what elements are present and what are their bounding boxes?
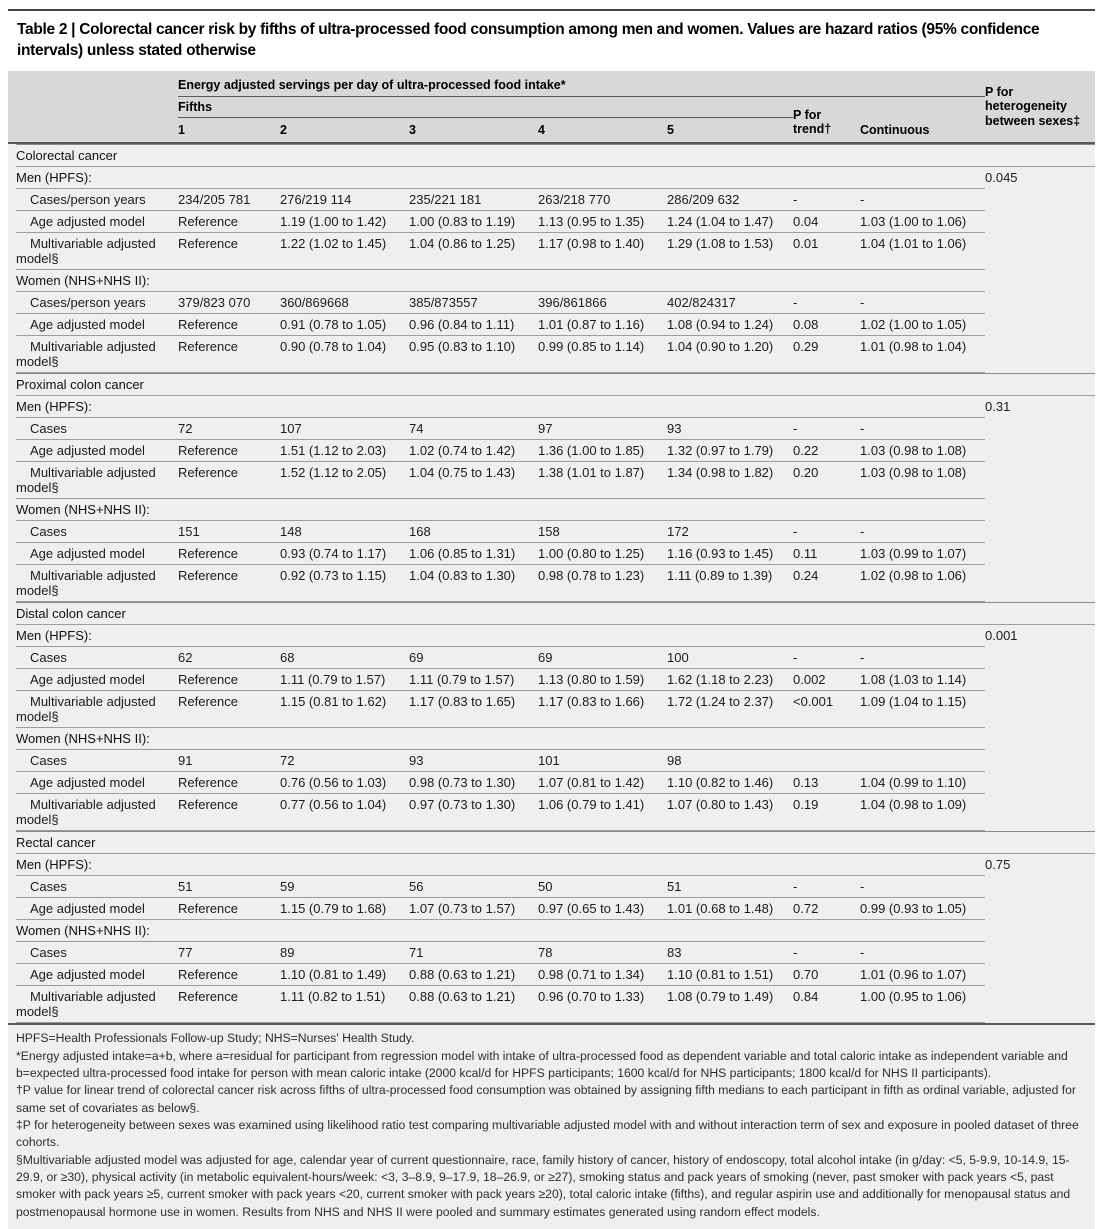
cell-fifth-2: 1.11 (0.79 to 1.57) — [280, 669, 409, 691]
cell-fifth-2: 0.76 (0.56 to 1.03) — [280, 772, 409, 794]
cell-continuous: 1.02 (1.00 to 1.05) — [860, 314, 985, 336]
cell-fifth-3: 56 — [409, 876, 538, 898]
cell-fifth-4: 158 — [538, 521, 667, 543]
cell-fifth-2: 1.11 (0.82 to 1.51) — [280, 986, 409, 1023]
cell-p-trend: 0.002 — [793, 669, 860, 691]
group-label: Women (NHS+NHS II): — [16, 920, 985, 942]
cell-fifth-3: 71 — [409, 942, 538, 964]
table-row — [16, 233, 1095, 270]
cell-p-trend: - — [793, 189, 860, 211]
group-label: Men (HPFS): — [16, 167, 985, 189]
cell-fifth-1: Reference — [178, 462, 280, 499]
cell-fifth-5: 286/209 632 — [667, 189, 793, 211]
row-label: Age adjusted model — [16, 964, 178, 986]
cell-p-heterogeneity — [985, 314, 1095, 336]
cell-p-heterogeneity — [985, 647, 1095, 669]
cell-fifth-4: 0.97 (0.65 to 1.43) — [538, 898, 667, 920]
table-row — [16, 794, 1095, 831]
cell-fifth-1: 151 — [178, 521, 280, 543]
table-row — [16, 565, 1095, 602]
cell-fifth-2: 1.51 (1.12 to 2.03) — [280, 440, 409, 462]
cell-fifth-3: 1.17 (0.83 to 1.65) — [409, 691, 538, 728]
cell-p-trend: 0.20 — [793, 462, 860, 499]
cell-continuous: 1.02 (0.98 to 1.06) — [860, 565, 985, 602]
cell-p-trend: 0.19 — [793, 794, 860, 831]
cell-continuous: 1.09 (1.04 to 1.15) — [860, 691, 985, 728]
row-label: Cases — [16, 942, 178, 964]
cell-continuous: - — [860, 189, 985, 211]
cell-p-trend: - — [793, 292, 860, 314]
table-row — [16, 189, 1095, 211]
table-row — [16, 772, 1095, 794]
row-label: Cases — [16, 876, 178, 898]
cell-p-trend: 0.70 — [793, 964, 860, 986]
table-row — [16, 211, 1095, 233]
cell-fifth-2: 1.19 (1.00 to 1.42) — [280, 211, 409, 233]
row-label: Multivariable adjusted model§ — [16, 986, 178, 1023]
table-row — [16, 986, 1095, 1023]
cell-fifth-2: 148 — [280, 521, 409, 543]
cell-fifth-1: 379/823 070 — [178, 292, 280, 314]
cell-fifth-3: 74 — [409, 418, 538, 440]
cell-continuous: 1.04 (1.01 to 1.06) — [860, 233, 985, 270]
cell-fifth-3: 0.97 (0.73 to 1.30) — [409, 794, 538, 831]
cell-continuous: - — [860, 418, 985, 440]
cell-p-heterogeneity — [985, 292, 1095, 314]
cell-p-heterogeneity: 0.001 — [985, 628, 1018, 644]
cell-fifth-3: 1.00 (0.83 to 1.19) — [409, 211, 538, 233]
cell-fifth-1: 77 — [178, 942, 280, 964]
cell-fifth-1: Reference — [178, 898, 280, 920]
table-row — [16, 942, 1095, 964]
cell-fifth-2: 107 — [280, 418, 409, 440]
footnote-multivariable-model: §Multivariable adjusted model was adjusted for age, calendar year of current questionnaire, race, family history of cancer, history of endoscopy, total alcohol intake (in g/day: <5, 5-9.9, 10-14.9, 15-29.9, or ≥30), physical activity (in metabolic equivalent-hours/week: <3, 3–8.9, 9–17.9, 18–26.9, or ≥27), smoking status and pack years of smoking (never, past smoker with pack years <5, past smoker with pack years ≥5, current smoker with pack years <20, current smoker with pack years ≥20), total caloric intake (fifths), and regular aspirin use and additionally for menopausal status and postmenopausal hormone use in women. Results from NHS and NHS II were pooled and summary estimates generated using random effect models. — [16, 1152, 1071, 1219]
cell-fifth-5: 1.29 (1.08 to 1.53) — [667, 233, 793, 270]
cell-p-heterogeneity — [985, 440, 1095, 462]
cell-p-trend: 0.11 — [793, 543, 860, 565]
row-label: Cases — [16, 750, 178, 772]
section-header: Colorectal cancer — [16, 145, 1095, 167]
group-label: Men (HPFS): — [16, 625, 985, 647]
section-header: Proximal colon cancer — [16, 374, 1095, 396]
cell-p-trend: 0.29 — [793, 336, 860, 373]
cell-p-heterogeneity — [985, 669, 1095, 691]
cell-fifth-4: 0.96 (0.70 to 1.33) — [538, 986, 667, 1023]
cell-p-trend: 0.01 — [793, 233, 860, 270]
cell-fifth-5: 93 — [667, 418, 793, 440]
cell-fifth-5: 1.24 (1.04 to 1.47) — [667, 211, 793, 233]
cell-fifth-5: 98 — [667, 750, 793, 772]
table-row — [16, 543, 1095, 565]
cell-fifth-5: 1.11 (0.89 to 1.39) — [667, 565, 793, 602]
cell-fifth-1: Reference — [178, 440, 280, 462]
table-row — [16, 898, 1095, 920]
cell-continuous: 1.03 (0.98 to 1.08) — [860, 462, 985, 499]
cell-continuous: 1.03 (1.00 to 1.06) — [860, 211, 985, 233]
cell-p-heterogeneity — [985, 876, 1095, 898]
cell-fifth-2: 72 — [280, 750, 409, 772]
cell-p-heterogeneity — [985, 211, 1095, 233]
cell-fifth-3: 93 — [409, 750, 538, 772]
cell-fifth-4: 69 — [538, 647, 667, 669]
row-label: Age adjusted model — [16, 898, 178, 920]
cell-fifth-2: 68 — [280, 647, 409, 669]
cell-fifth-3: 1.06 (0.85 to 1.31) — [409, 543, 538, 565]
cell-fifth-4: 263/218 770 — [538, 189, 667, 211]
cell-p-heterogeneity — [985, 336, 1095, 373]
cell-fifth-4: 1.17 (0.98 to 1.40) — [538, 233, 667, 270]
cell-p-heterogeneity — [985, 964, 1095, 986]
cell-fifth-4: 1.01 (0.87 to 1.16) — [538, 314, 667, 336]
cell-fifth-4: 78 — [538, 942, 667, 964]
cell-fifth-3: 1.04 (0.83 to 1.30) — [409, 565, 538, 602]
cell-fifth-3: 1.11 (0.79 to 1.57) — [409, 669, 538, 691]
cell-p-heterogeneity: 0.75 — [985, 857, 1011, 873]
cell-fifth-1: 91 — [178, 750, 280, 772]
cell-fifth-3: 0.95 (0.83 to 1.10) — [409, 336, 538, 373]
table-row — [16, 521, 1095, 543]
table-row — [16, 336, 1095, 373]
cell-fifth-1: Reference — [178, 211, 280, 233]
row-label: Age adjusted model — [16, 211, 178, 233]
table-row — [16, 499, 1095, 521]
table-row — [16, 964, 1095, 986]
cell-fifth-4: 0.98 (0.71 to 1.34) — [538, 964, 667, 986]
row-label: Cases/person years — [16, 292, 178, 314]
cell-p-heterogeneity — [985, 270, 1095, 292]
cell-fifth-5: 1.62 (1.18 to 2.23) — [667, 669, 793, 691]
cell-fifth-4: 1.07 (0.81 to 1.42) — [538, 772, 667, 794]
cell-continuous: - — [860, 292, 985, 314]
group-label: Men (HPFS): — [16, 396, 985, 418]
row-label: Multivariable adjusted model§ — [16, 691, 178, 728]
cell-fifth-4: 1.38 (1.01 to 1.87) — [538, 462, 667, 499]
table-row — [16, 647, 1095, 669]
table-row — [16, 831, 1095, 854]
cell-fifth-2: 0.77 (0.56 to 1.04) — [280, 794, 409, 831]
cell-p-trend: 0.22 — [793, 440, 860, 462]
cell-fifth-5: 1.08 (0.94 to 1.24) — [667, 314, 793, 336]
footnote-p-trend: †P value for linear trend of colorectal cancer risk across fifths of ultra-processed food consumption was obtained by assigning fifth medians to each participant in fifth as ordinal variable, adjusted for same set of covariates as below§. — [16, 1083, 1076, 1115]
cell-fifth-4: 97 — [538, 418, 667, 440]
cell-fifth-2: 0.92 (0.73 to 1.15) — [280, 565, 409, 602]
cell-p-trend: <0.001 — [793, 691, 860, 728]
table-row — [16, 270, 1095, 292]
row-label: Age adjusted model — [16, 543, 178, 565]
cell-fifth-2: 0.91 (0.78 to 1.05) — [280, 314, 409, 336]
row-label: Cases/person years — [16, 189, 178, 211]
footnotes — [8, 1023, 1095, 1229]
cell-p-heterogeneity — [985, 462, 1095, 499]
cell-fifth-3: 0.88 (0.63 to 1.21) — [409, 964, 538, 986]
cell-fifth-5: 1.08 (0.79 to 1.49) — [667, 986, 793, 1023]
table-row — [16, 373, 1095, 396]
cell-fifth-5: 1.01 (0.68 to 1.48) — [667, 898, 793, 920]
cell-p-heterogeneity — [985, 794, 1095, 831]
header-fifth-1: 1 — [178, 123, 185, 138]
table-row — [16, 750, 1095, 772]
cell-p-heterogeneity — [985, 233, 1095, 270]
cell-fifth-5: 1.72 (1.24 to 2.37) — [667, 691, 793, 728]
cell-fifth-3: 0.88 (0.63 to 1.21) — [409, 986, 538, 1023]
header-continuous: Continuous — [860, 123, 930, 138]
cell-fifth-5: 1.10 (0.81 to 1.51) — [667, 964, 793, 986]
cell-continuous: 1.08 (1.03 to 1.14) — [860, 669, 985, 691]
header-fifth-3: 3 — [409, 123, 416, 138]
row-label: Multivariable adjusted model§ — [16, 462, 178, 499]
cell-p-trend: - — [793, 942, 860, 964]
cell-p-trend: 0.13 — [793, 772, 860, 794]
cell-fifth-2: 89 — [280, 942, 409, 964]
cell-fifth-3: 168 — [409, 521, 538, 543]
row-label: Multivariable adjusted model§ — [16, 233, 178, 270]
row-label: Multivariable adjusted model§ — [16, 565, 178, 602]
header-fifth-5: 5 — [667, 123, 674, 138]
cell-fifth-4: 1.17 (0.83 to 1.66) — [538, 691, 667, 728]
footnote-abbreviations: HPFS=Health Professionals Follow-up Study; NHS=Nurses' Health Study. — [16, 1031, 415, 1046]
header-p-heterogeneity: P for heterogeneity between sexes‡ — [985, 84, 1081, 129]
cell-fifth-2: 59 — [280, 876, 409, 898]
cell-continuous: 1.00 (0.95 to 1.06) — [860, 986, 985, 1023]
cell-fifth-5: 51 — [667, 876, 793, 898]
table-row — [16, 462, 1095, 499]
cell-fifth-5: 1.07 (0.80 to 1.43) — [667, 794, 793, 831]
section-header: Rectal cancer — [16, 832, 1095, 854]
cell-fifth-2: 276/219 114 — [280, 189, 409, 211]
table-row — [16, 292, 1095, 314]
cell-fifth-4: 396/861866 — [538, 292, 667, 314]
row-label: Cases — [16, 521, 178, 543]
cell-fifth-4: 1.06 (0.79 to 1.41) — [538, 794, 667, 831]
cell-fifth-1: 62 — [178, 647, 280, 669]
table-row — [16, 876, 1095, 898]
cell-fifth-3: 0.98 (0.73 to 1.30) — [409, 772, 538, 794]
cell-fifth-1: Reference — [178, 543, 280, 565]
footnote-energy-adjusted: *Energy adjusted intake=a+b, where a=residual for participant from regression model with intake of ultra-processed food as dependent variable and total caloric intake as independent variable and b=expected ultra-processed food intake for person with mean caloric intake (2000 kcal/d for HPFS participants; 1600 kcal/d for NHS participants; 1800 kcal/d for NHS II participants). — [16, 1048, 1068, 1080]
cell-p-heterogeneity — [985, 772, 1095, 794]
cell-p-heterogeneity — [985, 920, 1095, 942]
header-p-trend: P for trend† — [793, 107, 832, 137]
cell-fifth-4: 50 — [538, 876, 667, 898]
cell-p-trend: 0.08 — [793, 314, 860, 336]
cell-fifth-1: Reference — [178, 986, 280, 1023]
cell-continuous: - — [860, 647, 985, 669]
cell-fifth-2: 1.52 (1.12 to 2.05) — [280, 462, 409, 499]
cell-continuous: - — [860, 876, 985, 898]
table-row — [16, 691, 1095, 728]
cell-p-heterogeneity — [985, 691, 1095, 728]
table-row — [16, 602, 1095, 625]
cell-p-trend: - — [793, 876, 860, 898]
cell-continuous: 0.99 (0.93 to 1.05) — [860, 898, 985, 920]
cell-p-heterogeneity — [985, 986, 1095, 1023]
header-spanner: Energy adjusted servings per day of ultra-processed food intake* — [178, 76, 985, 97]
row-label: Cases — [16, 418, 178, 440]
cell-fifth-1: Reference — [178, 691, 280, 728]
header-fifth-2: 2 — [280, 123, 287, 138]
cell-fifth-4: 0.98 (0.78 to 1.23) — [538, 565, 667, 602]
table-row — [16, 396, 1095, 418]
cell-fifth-1: Reference — [178, 964, 280, 986]
table-row — [16, 144, 1095, 167]
table-row — [16, 440, 1095, 462]
cell-p-trend: 0.72 — [793, 898, 860, 920]
cell-fifth-5: 1.10 (0.82 to 1.46) — [667, 772, 793, 794]
cell-p-heterogeneity — [985, 189, 1095, 211]
cell-fifth-4: 1.13 (0.95 to 1.35) — [538, 211, 667, 233]
cell-fifth-1: Reference — [178, 772, 280, 794]
cell-p-heterogeneity: 0.045 — [985, 170, 1018, 186]
cell-fifth-5: 1.32 (0.97 to 1.79) — [667, 440, 793, 462]
cell-p-trend: - — [793, 418, 860, 440]
table-row — [16, 669, 1095, 691]
cell-fifth-1: 234/205 781 — [178, 189, 280, 211]
table-row — [16, 625, 1095, 647]
cell-continuous: 1.04 (0.99 to 1.10) — [860, 772, 985, 794]
cell-fifth-4: 1.00 (0.80 to 1.25) — [538, 543, 667, 565]
cell-fifth-1: Reference — [178, 233, 280, 270]
table-row — [16, 314, 1095, 336]
group-label: Men (HPFS): — [16, 854, 985, 876]
cell-continuous — [860, 750, 985, 772]
cell-p-trend: 0.84 — [793, 986, 860, 1023]
cell-p-heterogeneity — [985, 898, 1095, 920]
cell-fifth-2: 0.93 (0.74 to 1.17) — [280, 543, 409, 565]
cell-p-trend: 0.24 — [793, 565, 860, 602]
cell-fifth-1: Reference — [178, 565, 280, 602]
section-header: Distal colon cancer — [16, 603, 1095, 625]
row-label: Age adjusted model — [16, 772, 178, 794]
cell-fifth-5: 402/824317 — [667, 292, 793, 314]
cell-p-heterogeneity — [985, 565, 1095, 602]
cell-fifth-3: 1.07 (0.73 to 1.57) — [409, 898, 538, 920]
group-label: Women (NHS+NHS II): — [16, 270, 985, 292]
row-label: Age adjusted model — [16, 440, 178, 462]
header-fifth-4: 4 — [538, 123, 545, 138]
cell-fifth-3: 1.04 (0.86 to 1.25) — [409, 233, 538, 270]
cell-fifth-5: 1.34 (0.98 to 1.82) — [667, 462, 793, 499]
cell-fifth-2: 360/869668 — [280, 292, 409, 314]
cell-p-heterogeneity — [985, 418, 1095, 440]
row-label: Age adjusted model — [16, 314, 178, 336]
group-label: Women (NHS+NHS II): — [16, 499, 985, 521]
header-fifths-label: Fifths — [178, 97, 793, 118]
table-row — [16, 418, 1095, 440]
cell-fifth-3: 385/873557 — [409, 292, 538, 314]
cell-fifth-2: 0.90 (0.78 to 1.04) — [280, 336, 409, 373]
cell-continuous: 1.03 (0.98 to 1.08) — [860, 440, 985, 462]
cell-fifth-4: 101 — [538, 750, 667, 772]
cell-continuous: - — [860, 942, 985, 964]
cell-fifth-1: 51 — [178, 876, 280, 898]
cell-fifth-4: 1.36 (1.00 to 1.85) — [538, 440, 667, 462]
cell-fifth-5: 83 — [667, 942, 793, 964]
row-label: Cases — [16, 647, 178, 669]
row-label: Age adjusted model — [16, 669, 178, 691]
cell-fifth-1: Reference — [178, 669, 280, 691]
table-row — [16, 854, 1095, 876]
row-label: Multivariable adjusted model§ — [16, 336, 178, 373]
table-row — [16, 728, 1095, 750]
cell-fifth-4: 0.99 (0.85 to 1.14) — [538, 336, 667, 373]
cell-p-heterogeneity — [985, 499, 1095, 521]
footnote-p-heterogeneity: ‡P for heterogeneity between sexes was examined using likelihood ratio test comparing multivariable adjusted model with and without interaction term of sex and exposure in pooled dataset of three cohorts. — [16, 1117, 1079, 1150]
cell-fifth-5: 172 — [667, 521, 793, 543]
cell-p-heterogeneity: 0.31 — [985, 399, 1011, 415]
cell-continuous: 1.01 (0.98 to 1.04) — [860, 336, 985, 373]
cell-p-heterogeneity — [985, 543, 1095, 565]
table-row — [16, 167, 1095, 189]
cell-p-heterogeneity — [985, 728, 1095, 750]
cell-continuous: 1.01 (0.96 to 1.07) — [860, 964, 985, 986]
cell-p-heterogeneity — [985, 750, 1095, 772]
cell-fifth-5: 1.16 (0.93 to 1.45) — [667, 543, 793, 565]
cell-fifth-3: 1.04 (0.75 to 1.43) — [409, 462, 538, 499]
cell-p-trend: - — [793, 647, 860, 669]
cell-fifth-2: 1.15 (0.81 to 1.62) — [280, 691, 409, 728]
cell-fifth-1: Reference — [178, 314, 280, 336]
cell-p-heterogeneity — [985, 521, 1095, 543]
table-row — [16, 920, 1095, 942]
cell-fifth-2: 1.15 (0.79 to 1.68) — [280, 898, 409, 920]
cell-fifth-5: 100 — [667, 647, 793, 669]
table-header — [8, 71, 1095, 144]
cell-fifth-1: 72 — [178, 418, 280, 440]
cell-fifth-3: 1.02 (0.74 to 1.42) — [409, 440, 538, 462]
cell-fifth-2: 1.22 (1.02 to 1.45) — [280, 233, 409, 270]
cell-continuous: - — [860, 521, 985, 543]
cell-fifth-5: 1.04 (0.90 to 1.20) — [667, 336, 793, 373]
cell-fifth-3: 69 — [409, 647, 538, 669]
row-label: Multivariable adjusted model§ — [16, 794, 178, 831]
group-label: Women (NHS+NHS II): — [16, 728, 985, 750]
cell-fifth-3: 235/221 181 — [409, 189, 538, 211]
cell-continuous: 1.04 (0.98 to 1.09) — [860, 794, 985, 831]
cell-p-heterogeneity — [985, 942, 1095, 964]
cell-p-trend — [793, 750, 860, 772]
table-title: Table 2 | Colorectal cancer risk by fifths of ultra-processed food consumption among men and women. Values are hazard ratios (95% confidence intervals) unless stated otherwise — [17, 21, 1040, 59]
cell-fifth-1: Reference — [178, 336, 280, 373]
cell-continuous: 1.03 (0.99 to 1.07) — [860, 543, 985, 565]
cell-fifth-1: Reference — [178, 794, 280, 831]
cell-fifth-4: 1.13 (0.80 to 1.59) — [538, 669, 667, 691]
table-body — [8, 144, 1095, 1023]
cell-fifth-2: 1.10 (0.81 to 1.49) — [280, 964, 409, 986]
cell-p-trend: - — [793, 521, 860, 543]
cell-p-trend: 0.04 — [793, 211, 860, 233]
cell-fifth-3: 0.96 (0.84 to 1.11) — [409, 314, 538, 336]
